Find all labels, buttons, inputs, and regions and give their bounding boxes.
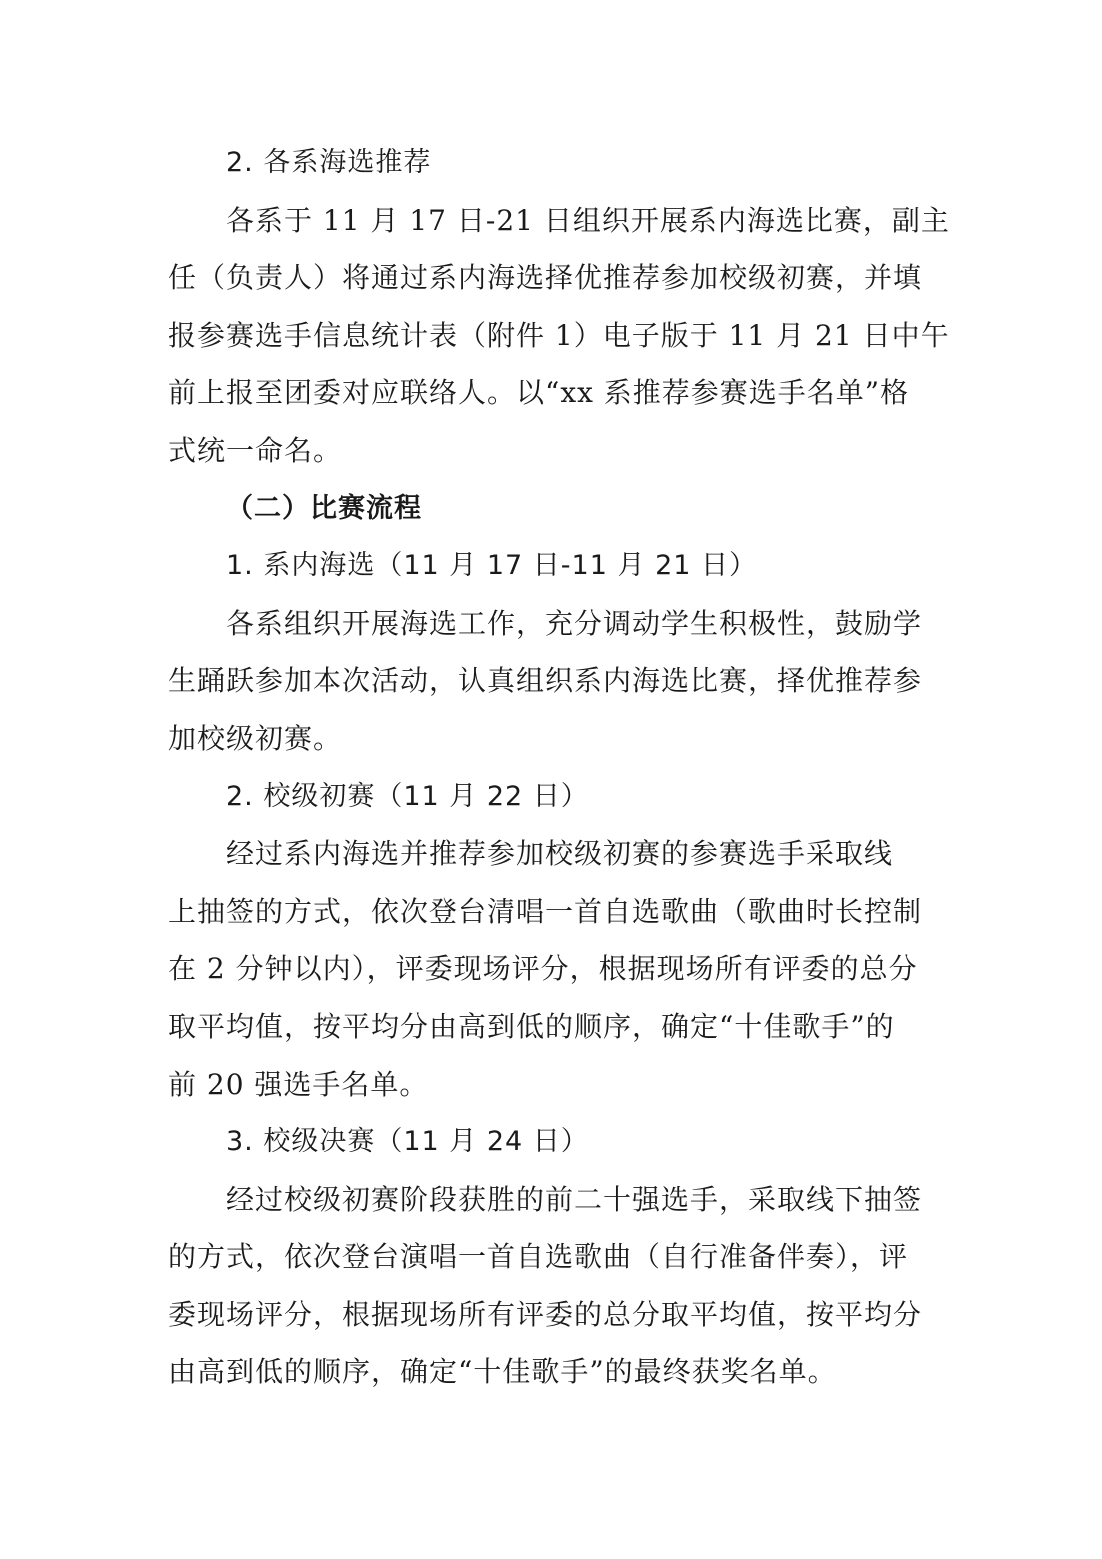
text-line: 取平均值，按平均分由高到低的顺序，确定“十佳歌手”的 bbox=[168, 1009, 895, 1043]
heading-text: 1. 系内海选（11 月 17 日-11 月 21 日） bbox=[226, 550, 758, 582]
text-line: 生踊跃参加本次活动，认真组织系内海选比赛，择优推荐参 bbox=[168, 664, 923, 698]
text-line: 的方式，依次登台演唱一首自选歌曲（自行准备伴奏），评 bbox=[168, 1240, 909, 1274]
text-line: 加校级初赛。 bbox=[168, 721, 343, 755]
document-body bbox=[168, 134, 950, 1401]
section-heading-final bbox=[168, 1113, 934, 1171]
text-line: 前上报至团委对应联络人。以“xx 系推荐参赛选手名单”格 bbox=[168, 376, 910, 410]
text-line: 前 20 强选手名单。 bbox=[168, 1067, 429, 1101]
text-line: 委现场评分，根据现场所有评委的总分取平均值，按平均分 bbox=[168, 1297, 923, 1331]
paragraph-preliminary bbox=[168, 825, 934, 1113]
section-heading-competition-process bbox=[168, 480, 934, 538]
heading-text: 3. 校级决赛（11 月 24 日） bbox=[226, 1126, 589, 1158]
text-line: 经过校级初赛阶段获胜的前二十强选手，采取线下抽签 bbox=[226, 1182, 923, 1216]
text-line: 报参赛选手信息统计表（附件 1）电子版于 11 月 21 日中午 bbox=[168, 318, 950, 352]
text-line: 上抽签的方式，依次登台清唱一首自选歌曲（歌曲时长控制 bbox=[168, 894, 923, 928]
heading-text: 2. 各系海选推荐 bbox=[226, 147, 432, 178]
section-heading-department-selection bbox=[168, 134, 934, 192]
text-line: 由高到低的顺序，确定“十佳歌手”的最终获奖名单。 bbox=[168, 1355, 837, 1389]
paragraph-department-audition bbox=[168, 595, 934, 768]
heading-text: （二）比赛流程 bbox=[226, 492, 422, 524]
section-heading-department-audition bbox=[168, 537, 934, 595]
text-line: 任（负责人）将通过系内海选择优推荐参加校级初赛，并填 bbox=[168, 261, 923, 295]
paragraph-final bbox=[168, 1171, 934, 1401]
text-line: 各系组织开展海选工作，充分调动学生积极性，鼓励学 bbox=[226, 606, 923, 640]
text-line: 各系于 11 月 17 日-21 日组织开展系内海选比赛，副主 bbox=[226, 203, 950, 237]
text-line: 式统一命名。 bbox=[168, 433, 343, 467]
text-line: 经过系内海选并推荐参加校级初赛的参赛选手采取线 bbox=[226, 837, 894, 871]
text-line: 在 2 分钟以内），评委现场评分，根据现场所有评委的总分 bbox=[168, 952, 918, 986]
section-heading-preliminary bbox=[168, 768, 934, 826]
heading-text: 2. 校级初赛（11 月 22 日） bbox=[226, 780, 589, 812]
paragraph-department-selection bbox=[168, 192, 950, 480]
